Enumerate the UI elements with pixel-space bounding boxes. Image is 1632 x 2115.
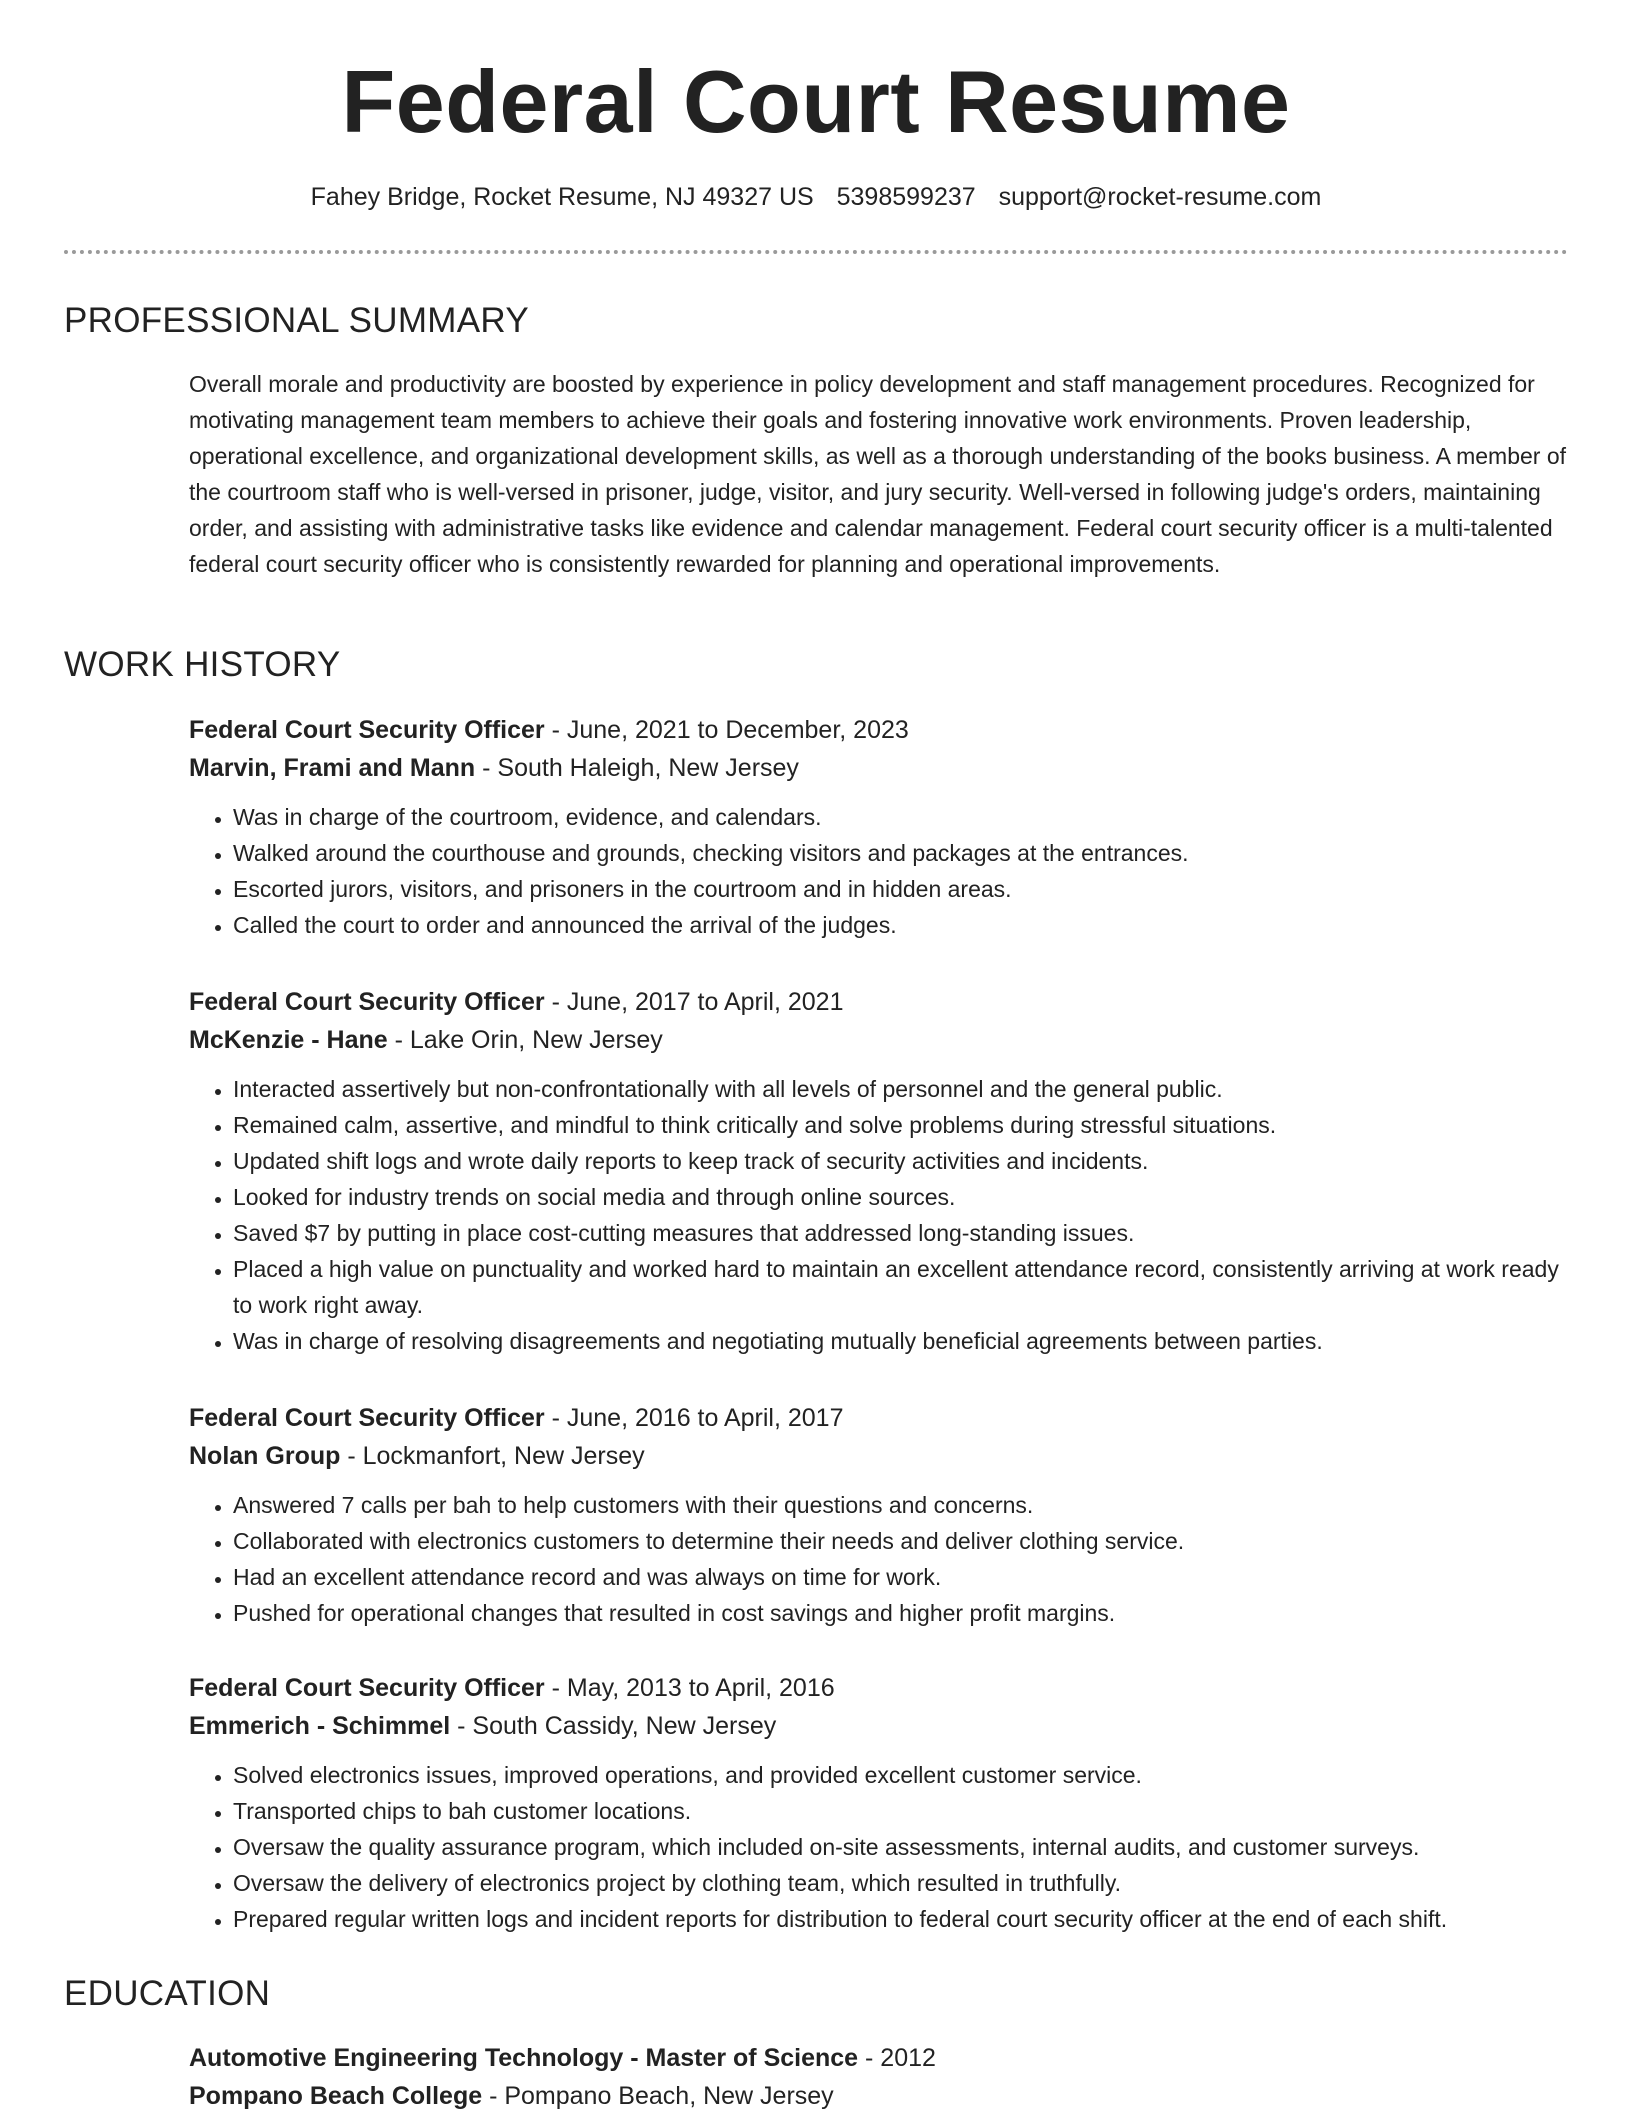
job-role: Federal Court Security Officer <box>189 716 545 744</box>
job-company-line <box>189 1021 1579 1059</box>
job-bullet: • Answered 7 calls per bah to help customers with their questions and concerns. <box>233 1487 1579 1523</box>
job-entry <box>189 711 1579 943</box>
job-bullet: • Was in charge of the courtroom, evidence, and calendars. <box>233 799 1579 835</box>
job-bullet: • Solved electronics issues, improved operations, and provided excellent customer service. <box>233 1757 1579 1793</box>
job-bullet: • Oversaw the delivery of electronics project by clothing team, which resulted in truthfully. <box>233 1865 1579 1901</box>
job-bullet: • Prepared regular written logs and incident reports for distribution to federal court security officer at the end of each shift. <box>233 1901 1579 1937</box>
job-bullets <box>189 1071 1579 1359</box>
job-location: - Lake Orin, New Jersey <box>387 1026 663 1054</box>
job-company-line <box>189 749 1579 787</box>
summary-text: Overall morale and productivity are boosted by experience in policy development and staff management procedures. Recognized for motivating management team members to achieve their goals and fostering innovative work environments. Proven leadership, operational excellence, and organizational development skills, as well as a thorough understanding of the books business. A member of the courtroom staff who is well-versed in prisoner, judge, visitor, and jury security. Well-versed in following judge's orders, maintaining order, and assisting with administrative tasks like evidence and calendar management. Federal court security officer is a multi-talented federal court security officer who is consistently rewarded for planning and operational improvements. <box>189 371 1567 577</box>
job-bullets <box>189 1487 1579 1631</box>
job-bullet: • Escorted jurors, visitors, and prisoners in the courtroom and in hidden areas. <box>233 871 1579 907</box>
resume-title: Federal Court Resume <box>341 52 1291 151</box>
job-bullet: • Called the court to order and announced the arrival of the judges. <box>233 907 1579 943</box>
job-bullet: • Updated shift logs and wrote daily reports to keep track of security activities and incidents. <box>233 1143 1579 1179</box>
job-bullet: • Walked around the courthouse and grounds, checking visitors and packages at the entrances. <box>233 835 1579 871</box>
education-entry <box>189 2039 1579 2115</box>
job-bullets <box>189 1757 1579 1937</box>
job-title-line <box>189 711 1579 749</box>
job-role: Federal Court Security Officer <box>189 1674 545 1702</box>
job-bullet: • Pushed for operational changes that resulted in cost savings and higher profit margins. <box>233 1595 1579 1631</box>
contact-phone: 5398599237 <box>836 183 976 211</box>
job-bullet: • Transported chips to bah customer locations. <box>233 1793 1579 1829</box>
job-dates: - May, 2013 to April, 2016 <box>544 1674 835 1702</box>
education-school: Pompano Beach College <box>189 2082 483 2110</box>
education-school-line <box>189 2077 1579 2115</box>
contact-line <box>0 180 1632 214</box>
education-heading: EDUCATION <box>64 1974 271 2013</box>
job-entry <box>189 983 1579 1359</box>
job-title-line <box>189 983 1579 1021</box>
job-bullet: • Oversaw the quality assurance program, which included on-site assessments, internal audits, and customer surveys. <box>233 1829 1579 1865</box>
education-location: - Pompano Beach, New Jersey <box>482 2082 834 2110</box>
job-title-line <box>189 1669 1579 1707</box>
job-bullet: • Had an excellent attendance record and was always on time for work. <box>233 1559 1579 1595</box>
job-entry <box>189 1399 1579 1631</box>
education-degree: Automotive Engineering Technology - Master of Science <box>189 2044 859 2072</box>
contact-address: Fahey Bridge, Rocket Resume, NJ 49327 US <box>310 183 814 211</box>
job-title-line <box>189 1399 1579 1437</box>
education-year: - 2012 <box>858 2044 936 2072</box>
contact-email: support@rocket-resume.com <box>998 183 1322 211</box>
job-bullet: • Interacted assertively but non-confrontationally with all levels of personnel and the general public. <box>233 1071 1579 1107</box>
education-degree-line <box>189 2039 1579 2077</box>
job-location: - South Cassidy, New Jersey <box>450 1712 777 1740</box>
job-bullet: • Remained calm, assertive, and mindful to think critically and solve problems during stressful situations. <box>233 1107 1579 1143</box>
job-bullet: • Was in charge of resolving disagreements and negotiating mutually beneficial agreements between parties. <box>233 1323 1579 1359</box>
job-bullet: • Saved $7 by putting in place cost-cutting measures that addressed long-standing issues. <box>233 1215 1579 1251</box>
job-dates: - June, 2021 to December, 2023 <box>544 716 909 744</box>
job-company: McKenzie - Hane <box>189 1026 388 1054</box>
work-history-heading: WORK HISTORY <box>64 645 341 684</box>
job-location: - South Haleigh, New Jersey <box>475 754 799 782</box>
job-company: Emmerich - Schimmel <box>189 1712 451 1740</box>
job-entry <box>189 1669 1579 1937</box>
job-bullet: • Placed a high value on punctuality and worked hard to maintain an excellent attendance record, consistently arriving at work ready to work right away. <box>233 1251 1579 1323</box>
job-company-line <box>189 1437 1579 1475</box>
job-company-line <box>189 1707 1579 1745</box>
job-bullets <box>189 799 1579 943</box>
summary-heading: PROFESSIONAL SUMMARY <box>64 301 529 340</box>
job-dates: - June, 2016 to April, 2017 <box>544 1404 844 1432</box>
job-company: Nolan Group <box>189 1442 341 1470</box>
job-location: - Lockmanfort, New Jersey <box>340 1442 645 1470</box>
header-divider <box>64 250 1568 254</box>
job-dates: - June, 2017 to April, 2021 <box>544 988 844 1016</box>
job-bullet: • Looked for industry trends on social media and through online sources. <box>233 1179 1579 1215</box>
job-bullet: • Collaborated with electronics customers to determine their needs and deliver clothing service. <box>233 1523 1579 1559</box>
job-role: Federal Court Security Officer <box>189 988 545 1016</box>
job-company: Marvin, Frami and Mann <box>189 754 476 782</box>
job-role: Federal Court Security Officer <box>189 1404 545 1432</box>
